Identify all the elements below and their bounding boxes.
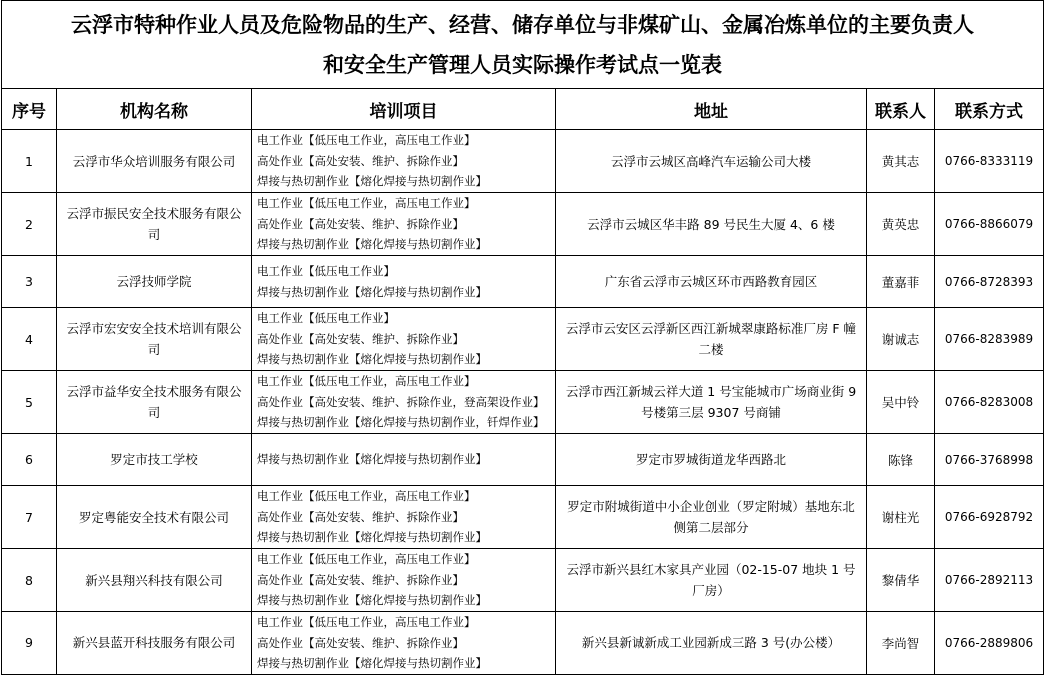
training-item: 电工作业【低压电工作业】	[257, 264, 395, 278]
contact-person: 李尚智	[867, 612, 935, 675]
org-name: 罗定市技工学校	[57, 434, 252, 486]
address: 云浮市新兴县红木家具产业园（02-15-07 地块 1 号厂房）	[556, 549, 867, 612]
contact-person: 陈锋	[867, 434, 935, 486]
contact-phone: 0766-8728393	[935, 256, 1044, 308]
training-items	[252, 130, 556, 193]
table-body	[2, 130, 1044, 675]
address: 广东省云浮市云城区环市西路教育园区	[556, 256, 867, 308]
org-name: 云浮市振民安全技术服务有限公司	[57, 193, 252, 256]
contact-phone: 0766-8866079	[935, 193, 1044, 256]
header-no: 序号	[2, 89, 57, 130]
table-row	[2, 612, 1044, 675]
row-number: 7	[2, 486, 57, 549]
contact-phone: 0766-3768998	[935, 434, 1044, 486]
training-items	[252, 612, 556, 675]
org-name: 云浮市宏安安全技术培训有限公司	[57, 308, 252, 371]
contact-phone: 0766-8283989	[935, 308, 1044, 371]
title-line-1: 云浮市特种作业人员及危险物品的生产、经营、储存单位与非煤矿山、金属冶炼单位的主要负责人	[71, 11, 975, 37]
row-number: 3	[2, 256, 57, 308]
address: 云浮市云城区高峰汽车运输公司大楼	[556, 130, 867, 193]
training-item: 高处作业【高处安装、维护、拆除作业】	[257, 153, 464, 168]
training-item: 焊接与热切割作业【熔化焊接与热切割作业】	[257, 237, 487, 252]
org-name: 罗定粤能安全技术有限公司	[57, 486, 252, 549]
table-row	[2, 549, 1044, 612]
training-item: 焊接与热切割作业【熔化焊接与热切割作业】	[257, 174, 487, 189]
table-row	[2, 371, 1044, 434]
header-address: 地址	[556, 89, 867, 130]
org-name: 新兴县翔兴科技有限公司	[57, 549, 252, 612]
org-name: 云浮技师学院	[57, 256, 252, 308]
contact-person: 董嘉菲	[867, 256, 935, 308]
training-item: 高处作业【高处安装、维护、拆除作业】	[257, 635, 464, 650]
training-items	[252, 434, 556, 486]
contact-person: 谢诚志	[867, 308, 935, 371]
header-training: 培训项目	[252, 89, 556, 130]
training-item: 焊接与热切割作业【熔化焊接与热切割作业，钎焊作业】	[257, 415, 545, 430]
row-number: 4	[2, 308, 57, 371]
training-item: 焊接与热切割作业【熔化焊接与热切割作业】	[257, 284, 487, 299]
training-item: 焊接与热切割作业【熔化焊接与热切割作业】	[257, 452, 487, 467]
contact-person: 谢柱光	[867, 486, 935, 549]
training-items	[252, 549, 556, 612]
contact-phone: 0766-6928792	[935, 486, 1044, 549]
training-item: 焊接与热切割作业【熔化焊接与热切割作业】	[257, 656, 487, 670]
header-org: 机构名称	[57, 89, 252, 130]
address: 云浮市西江新城云祥大道 1 号宝能城市广场商业街 9 号楼第三层 9307 号商铺	[556, 371, 867, 434]
table-row	[2, 130, 1044, 193]
contact-phone: 0766-2889806	[935, 612, 1044, 675]
contact-person: 黎倩华	[867, 549, 935, 612]
contact-person: 吴中铃	[867, 371, 935, 434]
training-items	[252, 193, 556, 256]
row-number: 6	[2, 434, 57, 486]
header-contact: 联系人	[867, 89, 935, 130]
title-row	[2, 1, 1044, 89]
contact-phone: 0766-8333119	[935, 130, 1044, 193]
header-phone: 联系方式	[935, 89, 1044, 130]
org-name: 新兴县蓝开科技服务有限公司	[57, 612, 252, 675]
training-item: 焊接与热切割作业【熔化焊接与热切割作业】	[257, 530, 487, 545]
training-items	[252, 308, 556, 371]
training-item: 焊接与热切割作业【熔化焊接与热切割作业】	[257, 352, 487, 367]
row-number: 5	[2, 371, 57, 434]
training-item: 高处作业【高处安装、维护、拆除作业】	[257, 331, 464, 346]
training-item: 电工作业【低压电工作业，高压电工作业】	[257, 615, 476, 629]
training-item: 电工作业【低压电工作业，高压电工作业】	[257, 374, 476, 389]
address: 云浮市云安区云浮新区西江新城翠康路标准厂房 F 幢二楼	[556, 308, 867, 371]
table-row	[2, 256, 1044, 308]
training-items	[252, 371, 556, 434]
training-item: 电工作业【低压电工作业，高压电工作业】	[257, 552, 476, 567]
address: 罗定市罗城街道龙华西路北	[556, 434, 867, 486]
table-row	[2, 486, 1044, 549]
sheet-title	[2, 1, 1044, 89]
title-line-2: 和安全生产管理人员实际操作考试点一览表	[323, 51, 723, 77]
org-name: 云浮市益华安全技术服务有限公司	[57, 371, 252, 434]
training-items	[252, 256, 556, 308]
training-items	[252, 486, 556, 549]
training-item: 高处作业【高处安装、维护、拆除作业，登高架设作业】	[257, 394, 545, 409]
address: 罗定市附城街道中小企业创业（罗定附城）基地东北侧第二层部分	[556, 486, 867, 549]
contact-phone: 0766-2892113	[935, 549, 1044, 612]
training-item: 电工作业【低压电工作业，高压电工作业】	[257, 489, 476, 504]
header-row	[2, 89, 1044, 130]
row-number: 2	[2, 193, 57, 256]
training-item: 高处作业【高处安装、维护、拆除作业】	[257, 509, 464, 524]
table-row	[2, 193, 1044, 256]
table-row	[2, 434, 1044, 486]
contact-person: 黄其志	[867, 130, 935, 193]
training-item: 高处作业【高处安装、维护、拆除作业】	[257, 216, 464, 231]
exam-site-table	[1, 0, 1044, 675]
contact-person: 黄英忠	[867, 193, 935, 256]
training-item: 高处作业【高处安装、维护、拆除作业】	[257, 572, 464, 587]
address: 云浮市云城区华丰路 89 号民生大厦 4、6 楼	[556, 193, 867, 256]
contact-phone: 0766-8283008	[935, 371, 1044, 434]
org-name: 云浮市华众培训服务有限公司	[57, 130, 252, 193]
row-number: 8	[2, 549, 57, 612]
row-number: 1	[2, 130, 57, 193]
training-item: 电工作业【低压电工作业】	[257, 311, 395, 326]
training-item: 焊接与热切割作业【熔化焊接与热切割作业】	[257, 593, 487, 608]
training-item: 电工作业【低压电工作业，高压电工作业】	[257, 133, 476, 148]
table-row	[2, 308, 1044, 371]
address: 新兴县新诚新成工业园新成三路 3 号(办公楼）	[556, 612, 867, 675]
row-number: 9	[2, 612, 57, 675]
training-item: 电工作业【低压电工作业，高压电工作业】	[257, 196, 476, 211]
